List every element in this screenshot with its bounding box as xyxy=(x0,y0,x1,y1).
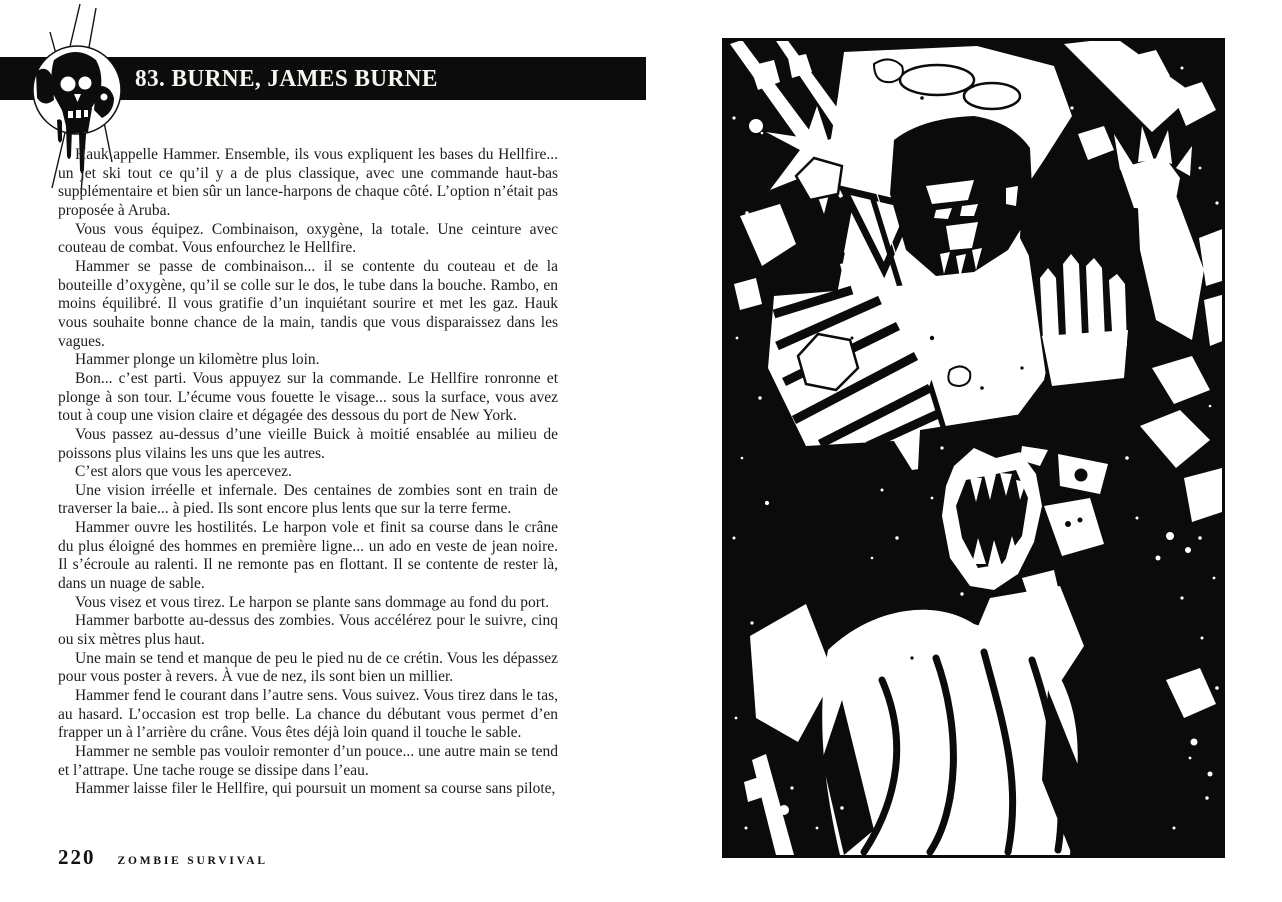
paragraph: Hammer ne semble pas vouloir remonter d’un pouce... une autre main se tend et l’attrape. Une tache rouge se dissipe dans l’eau. xyxy=(58,743,558,779)
body-text-column xyxy=(58,146,558,799)
paragraph: Hammer fend le courant dans l’autre sens. Vous suivez. Vous tirez dans le tas, au hasard. L’occasion est trop belle. La chance du débutant vous permet d’en frapper un à l’arrière du crâne. Vous êtes déjà loin quand il touche le sable. xyxy=(58,687,558,742)
paragraph: Bon... c’est parti. Vous appuyez sur la commande. Le Hellfire ronronne et plonge à son tour. L’écume vous fouette le visage... sous la surface, vous avez tout à coup une vision claire et dégagée des dessous du port de New York. xyxy=(58,369,558,425)
paragraph: Vous vous équipez. Combinaison, oxygène, la totale. Une ceinture avec couteau de combat. Vous enfourchez le Hellfire. xyxy=(58,220,558,257)
paragraph: Hammer barbotte au-dessus des zombies. Vous accélérez pour le suivre, cinq ou six mètres plus haut. xyxy=(58,612,558,649)
paragraph: Hauk appelle Hammer. Ensemble, ils vous expliquent les bases du Hellfire... un jet ski tout ce qu’il y a de plus classique, avec une commande haut-bas supplémentaire et bien sûr un lance-harpons de chaque côté. L’option n’était pas proposée à Aruba. xyxy=(58,146,558,219)
paragraph: Hammer ouvre les hostilités. Le harpon vole et finit sa course dans le crâne du plus éloigné des hommes en première ligne... un ado en veste de jean noire. Il s’écroule au ralenti. Il ne remonte pas en flottant. Il se contente de rester là, dans un nuage de sable. xyxy=(58,519,558,593)
paragraph: Une vision irréelle et infernale. Des centaines de zombies sont en train de traverser la baie... à pied. Ils sont encore plus lents que sur la terre ferme. xyxy=(58,481,558,518)
page-footer xyxy=(58,845,268,870)
running-title: ZOMBIE SURVIVAL xyxy=(117,855,268,867)
paragraph: Hammer se passe de combinaison... il se contente du couteau et de la bouteille d’oxygène, qu’il se colle sur le dos, le tube dans la bouche. Rambo, en moins équilibré. Il vous gratifie d’un inquiétant sourire et met les gaz. Hauk vous souhaite bonne chance de la main, tandis que vous disparaissez dans les vagues. xyxy=(58,257,558,350)
paragraph: C’est alors que vous les apercevez. xyxy=(75,463,292,481)
chapter-title: 83. BURNE, JAMES BURNE xyxy=(135,66,438,92)
paragraph: Vous visez et vous tirez. Le harpon se plante sans dommage au fond du port. xyxy=(75,593,550,611)
zombie-illustration xyxy=(722,38,1225,858)
paragraph: Hammer laisse filer le Hellfire, qui poursuit un moment sa course sans pilote, xyxy=(75,780,556,798)
paragraph: Une main se tend et manque de peu le pied nu de ce crétin. Vous les dépassez pour vous poster à revers. À vue de nez, ils sont bien un millier. xyxy=(58,649,558,686)
paragraph: Vous passez au-dessus d’une vieille Buick à moitié ensablée au milieu de poissons plus vilains les uns que les autres. xyxy=(58,425,558,462)
paragraph: Hammer plonge un kilomètre plus loin. xyxy=(75,351,320,369)
page-number: 220 xyxy=(58,845,96,869)
